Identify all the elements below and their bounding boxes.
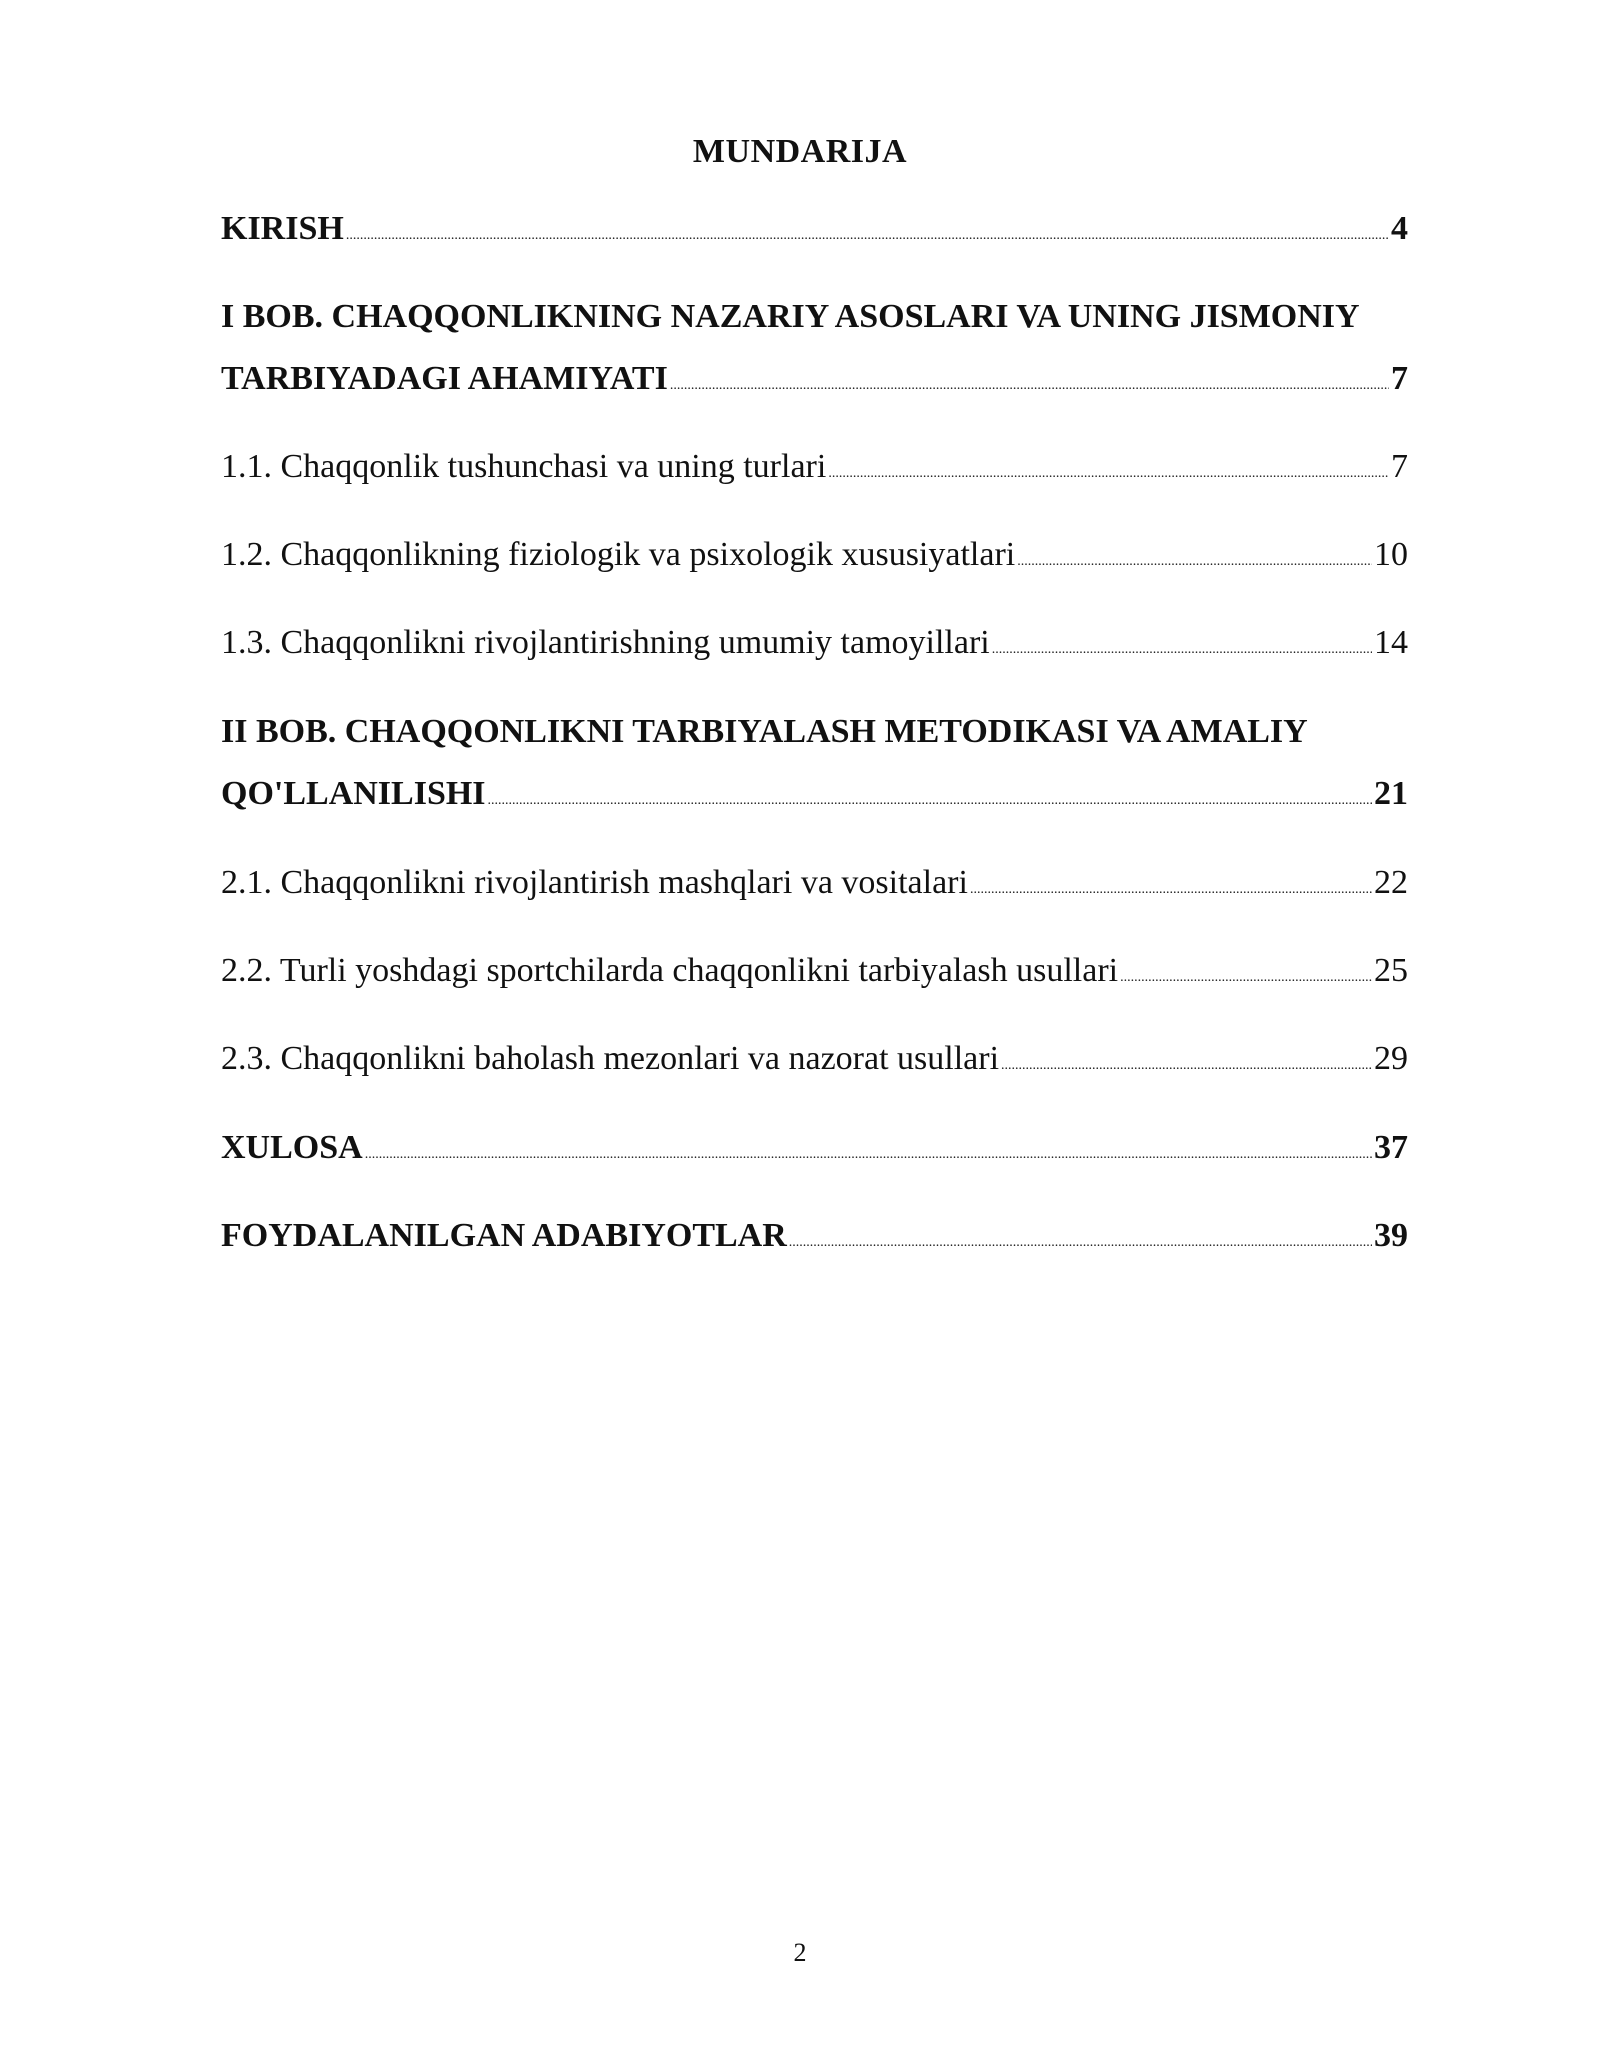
toc-entry-adabiyotlar[interactable] (221, 1216, 1408, 1256)
dot-leader (488, 791, 1372, 811)
dot-leader (828, 464, 1389, 484)
page-title: MUNDARIJA (692, 133, 908, 170)
toc-entry-kirish[interactable] (221, 209, 1408, 249)
toc-entry-section-1-3[interactable] (221, 623, 1408, 663)
dot-leader (789, 1233, 1372, 1253)
toc-entry-label: 1.3. Chaqqonlikni rivojlantirishning umumiy tamoyillari (221, 624, 990, 661)
toc-entry-page: 29 (1374, 1040, 1408, 1077)
dot-leader (1120, 968, 1372, 988)
toc-entry-label: 2.1. Chaqqonlikni rivojlantirish mashqlari va vositalari (221, 864, 968, 901)
toc-entry-page: 10 (1374, 536, 1408, 573)
toc-entry-label-line-1: II BOB. CHAQQONLIKNI TARBIYALASH METODIKASI VA AMALIY (221, 713, 1308, 750)
toc-entry-page: 7 (1391, 360, 1408, 397)
dot-leader (670, 376, 1389, 396)
toc-entry-chapter-1[interactable] (221, 297, 1408, 399)
toc-entry-page: 22 (1374, 864, 1408, 901)
toc-entry-section-1-1[interactable] (221, 447, 1408, 487)
toc-entry-page: 7 (1391, 448, 1408, 485)
dot-leader (992, 640, 1372, 660)
toc-entry-label-line-2: QO'LLANILISHI (221, 775, 486, 812)
dot-leader (346, 226, 1389, 246)
toc-entry-page: 21 (1374, 775, 1408, 812)
dot-leader (970, 880, 1372, 900)
toc-entry-page: 39 (1374, 1217, 1408, 1254)
toc-entry-label: FOYDALANILGAN ADABIYOTLAR (221, 1217, 787, 1254)
toc-entry-label: KIRISH (221, 210, 344, 247)
toc-entry-label-line-1: I BOB. CHAQQONLIKNING NAZARIY ASOSLARI VA UNING JISMONIY (221, 298, 1360, 335)
toc-entry-page: 14 (1374, 624, 1408, 661)
toc-entry-page: 37 (1374, 1129, 1408, 1166)
toc-entry-chapter-2[interactable] (221, 712, 1408, 814)
toc-entry-section-2-3[interactable] (221, 1039, 1408, 1079)
toc-entry-label: 2.2. Turli yoshdagi sportchilarda chaqqonlikni tarbiyalash usullari (221, 952, 1119, 989)
toc-entry-section-2-2[interactable] (221, 951, 1408, 991)
toc-entry-page: 25 (1374, 952, 1408, 989)
toc-entry-section-1-2[interactable] (221, 535, 1408, 575)
toc-entry-label: XULOSA (221, 1129, 363, 1166)
toc-entry-label: 1.2. Chaqqonlikning fiziologik va psixologik xususiyatlari (221, 536, 1016, 573)
page-number: 2 (793, 1938, 807, 1967)
toc-entry-xulosa[interactable] (221, 1128, 1408, 1168)
toc-entry-label: 2.3. Chaqqonlikni baholash mezonlari va nazorat usullari (221, 1040, 1000, 1077)
toc-entry-label-line-2: TARBIYADAGI AHAMIYATI (221, 360, 668, 397)
toc-entry-section-2-1[interactable] (221, 863, 1408, 903)
toc-entry-label: 1.1. Chaqqonlik tushunchasi va uning turlari (221, 448, 827, 485)
toc-entry-page: 4 (1391, 210, 1408, 247)
dot-leader (1001, 1056, 1372, 1076)
dot-leader (365, 1145, 1372, 1165)
dot-leader (1017, 552, 1372, 572)
